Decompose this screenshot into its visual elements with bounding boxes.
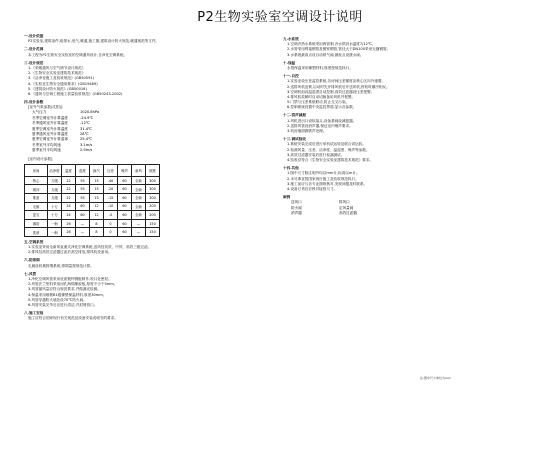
section-text: 1.实验室采用全新风直流式净化空调系统,送风经初效、中效、高效三级过滤。 xyxy=(28,245,152,250)
left-column xyxy=(24,34,274,322)
section-text: 2.水管采用焊接钢管及镀锌钢管,管径大于DN100采用无缝钢管。 xyxy=(287,47,391,52)
table-cell: 十万 xyxy=(48,202,62,211)
param-value: -12℃ xyxy=(80,121,90,126)
param-key: 冬季空调室外计算温度 xyxy=(32,115,68,120)
table-cell: 8 xyxy=(90,219,104,228)
table-row xyxy=(25,228,160,237)
section-heading: 五.空调系统 xyxy=(24,239,44,244)
table-heading: [室内设计参数] xyxy=(28,156,53,161)
spec-item: 4.《实验室生物安全通用要求》(GB19489) xyxy=(28,81,98,86)
section-text: 3.风管漏风量应符合规范要求,并做漏光检测。 xyxy=(28,287,101,292)
table-cell: 60 xyxy=(76,202,90,211)
table-cell: 26 xyxy=(62,228,76,237)
table-cell: 60 xyxy=(118,176,132,185)
section-text: 3.空调机组设温湿度自动控制,高效过滤器设压差报警。 xyxy=(287,89,375,94)
table-header-row xyxy=(25,164,160,176)
section-heading: 三.设计规范 xyxy=(24,60,44,65)
param-key: 夏季室外平均风速 xyxy=(32,148,61,153)
table-header-cell: 湿度 xyxy=(76,164,90,176)
table-header-cell: 噪声 xyxy=(118,164,132,176)
table-cell: 15 xyxy=(90,193,104,202)
table-cell: 60 xyxy=(118,193,132,202)
table-row xyxy=(25,193,160,202)
table-cell: 全新 xyxy=(132,202,146,211)
table-cell: 60 xyxy=(76,211,90,220)
table-cell: 万级 xyxy=(48,185,62,194)
section-text: 1.图中尺寸除注明外均以mm计,标高以m计。 xyxy=(287,171,360,176)
table-cell: 核心 xyxy=(25,176,48,185)
table-cell: 60 xyxy=(118,228,132,237)
table-row xyxy=(25,211,160,220)
table-cell: 淋浴 xyxy=(25,219,48,228)
table-cell: 一般 xyxy=(48,219,62,228)
section-text: 4.验收应符合《生物安全实验室建筑技术规范》要求。 xyxy=(287,157,374,162)
table-cell: 22 xyxy=(62,193,76,202)
section-text: 4.排风机故障时自动切换备用风机并报警。 xyxy=(287,94,356,99)
table-header-cell: 房间 xyxy=(25,164,48,176)
table-row xyxy=(25,202,160,211)
section-heading: 一.设计依据 xyxy=(24,34,44,38)
table-cell: 万级 xyxy=(48,176,62,185)
table-cell: 55 xyxy=(76,193,90,202)
section-text: 1.空调冷热水系统采用两管制,冷水供回水温度7/12℃。 xyxy=(287,42,376,47)
legend-item: 消声器 xyxy=(291,211,302,216)
table-cell: 15 xyxy=(90,176,104,185)
section-heading: 十三.调试验收 xyxy=(283,137,306,142)
spec-item: 3.《洁净室施工及验收规范》(GB50591) xyxy=(28,76,95,81)
section-text: 6.控制系统设置中央监控界面,显示各参数。 xyxy=(287,105,357,110)
spec-item: 5.《建筑设计防火规范》(GB50016) xyxy=(28,86,87,91)
param-key: 夏季通风室外计算温度 xyxy=(32,132,68,136)
param-key: 夏季空调室外计算温度 xyxy=(32,126,68,131)
table-header-cell: 换气 xyxy=(90,164,104,176)
section-text: 5.门禁与压差系统联动,防止交叉污染。 xyxy=(287,100,350,105)
table-cell: 60 xyxy=(118,202,132,211)
table-cell: — xyxy=(76,219,90,228)
section-text: 1.系统安装完成后进行单机试运转及联合试运转。 xyxy=(287,142,366,147)
spec-item: 2.《生物安全实验室建筑技术规范》 xyxy=(28,71,86,76)
section-text: 6.风管安装完毕后应进行清洁,并封堵管口。 xyxy=(28,302,98,307)
legend-item: 高效过滤器 xyxy=(339,211,357,216)
section-text: 2.检测风量、压差、洁净度、温湿度、噪声等参数。 xyxy=(287,147,370,152)
table-cell: — xyxy=(132,219,146,228)
section-text: 3.机房墙面做吸声处理。 xyxy=(287,129,327,133)
table-header-cell: 洁净度 xyxy=(48,164,62,176)
param-value: 3.1m/s xyxy=(80,142,93,147)
param-value: 31.4℃ xyxy=(80,126,93,131)
table-cell: 60 xyxy=(118,185,132,194)
section-text: 本工程为P2生物安全实验室的空调通风设计,含净化空调系统。 xyxy=(28,52,128,57)
table-cell: 55 xyxy=(76,185,90,194)
table-cell: 24 xyxy=(62,202,76,211)
param-key: 夏季空调室外计算湿球 xyxy=(32,137,68,142)
param-row xyxy=(24,148,274,153)
table-cell: -20 xyxy=(104,185,118,194)
table-cell: -15 xyxy=(104,193,118,202)
section-heading: 二.设计范围 xyxy=(24,47,44,52)
table-cell: 0 xyxy=(104,228,118,237)
legend-item: 送风口 xyxy=(291,200,302,205)
legend-item: 定风量阀 xyxy=(339,205,354,210)
table-cell: 0 xyxy=(104,219,118,228)
section-text: 2.未尽事宜按国家现行施工及验收规范执行。 xyxy=(287,176,359,181)
table-cell: 8 xyxy=(90,228,104,237)
section-text: 3.施工前应与各专业图纸核对,发现问题及时联系。 xyxy=(287,181,368,186)
table-cell: 60 xyxy=(118,211,132,220)
table-cell: 60 xyxy=(118,219,132,228)
section-text: 2.排风经高效过滤器过滤后高空排放,排风机设备用。 xyxy=(28,250,112,255)
table-cell: -10 xyxy=(104,202,118,211)
section-text: 1.风机进出口设软接头,设备基础设减振器。 xyxy=(287,118,357,123)
table-cell: 22 xyxy=(62,185,76,194)
table-cell: 300 xyxy=(146,193,160,202)
table-header-cell: 压差 xyxy=(104,164,118,176)
corner-note: 注:图中尺寸单位为mm xyxy=(420,376,451,380)
spec-item: 6.《通风与空调工程施工质量验收规范》(GB50243-2002) xyxy=(28,91,123,96)
table-cell: 更衣 xyxy=(25,211,48,220)
param-value: 2.9m/s xyxy=(80,148,93,153)
param-value: -24.9℃ xyxy=(80,115,94,120)
table-cell: 150 xyxy=(146,228,160,237)
table-cell: 十万 xyxy=(48,211,62,220)
section-text: 4.保温采用难燃B1级橡塑保温材料,厚度30mm。 xyxy=(28,292,107,297)
table-cell: 全新 xyxy=(132,176,146,185)
table-cell: -40 xyxy=(104,176,118,185)
legend-row xyxy=(283,211,533,216)
table-cell: 300 xyxy=(146,176,160,185)
section-text: 施工应符合国家现行有关规范及设备安装说明书的要求。 xyxy=(28,316,118,321)
section-heading: 十.保温 xyxy=(283,60,296,65)
table-cell: 全新 xyxy=(132,193,146,202)
table-cell: 12 xyxy=(90,211,104,220)
section-heading: 九.水系统 xyxy=(283,37,299,41)
table-cell: — xyxy=(132,228,146,237)
table-cell: 26 xyxy=(62,219,76,228)
table-row xyxy=(25,176,160,185)
section-text: 2.风管法兰垫料采用闭孔海绵橡胶板,厚度不小于5mm。 xyxy=(28,282,118,287)
section-text: 1.净化空调风管采用优质镀锌钢板制作,咬口处密封。 xyxy=(28,277,112,282)
table-cell: 55 xyxy=(76,176,90,185)
table-header-cell: 照度 xyxy=(146,164,160,176)
section-text: 1.实验室设压差监控系统,各房间压差梯度由核心区向外递增。 xyxy=(287,79,386,84)
section-text: 2.送排风管设消声器,保证室内噪声要求。 xyxy=(287,123,353,128)
section-heading: 十一.自控 xyxy=(283,74,299,79)
param-value: 1020.8hPa xyxy=(80,110,100,115)
table-header-cell: 温度 xyxy=(62,164,76,176)
section-heading: 十二.消声减振 xyxy=(283,113,306,118)
section-text: 4.设备订货后应核对接管尺寸。 xyxy=(287,186,338,191)
table-row xyxy=(25,219,160,228)
section-text: 2.送排风机连锁,启动时先开排风机后开送风机,停机时顺序相反。 xyxy=(287,84,390,89)
table-cell: 150 xyxy=(146,219,160,228)
table-cell: 缓冲 xyxy=(25,185,48,194)
table-cell: 万级 xyxy=(48,193,62,202)
page-title: P2生物实验室空调设计说明 xyxy=(197,10,363,25)
legend-heading: 图例 xyxy=(283,195,291,200)
table-cell: 走廊 xyxy=(25,202,48,211)
section-text: 3.高效过滤器安装后进行检漏测试。 xyxy=(287,152,345,157)
spec-item: 1.《采暖通风与空气调节设计规范》 xyxy=(28,65,86,70)
section-heading: 四.设计参数 xyxy=(24,100,44,105)
param-key: 冬季室外平均风速 xyxy=(32,142,61,147)
table-cell: 24 xyxy=(62,211,76,220)
table-cell: 全新 xyxy=(132,211,146,220)
params-heading: [室外气象参数(沈阳)] xyxy=(28,105,63,110)
table-row xyxy=(25,185,160,194)
section-heading: 六.防排烟 xyxy=(24,258,40,263)
section-text: 5.风管穿越防火墙处设70℃防火阀。 xyxy=(28,297,87,302)
table-header-cell: 新风 xyxy=(132,164,146,176)
room-param-table xyxy=(24,164,160,237)
table-cell: 准备 xyxy=(25,193,48,202)
param-value: 28℃ xyxy=(80,132,89,136)
param-key: 冬季通风室外计算温度 xyxy=(32,121,68,126)
param-key: 大气压力 xyxy=(32,110,47,115)
table-cell: -5 xyxy=(104,211,118,220)
section-text: 3.水系统最高点设自动排气阀,最低点设泄水阀。 xyxy=(287,52,364,57)
table-cell: 22 xyxy=(62,176,76,185)
param-value: 25.4℃ xyxy=(80,137,93,142)
table-cell: 全新 xyxy=(132,185,146,194)
table-cell: 300 xyxy=(146,185,160,194)
section-text: 水管保温采用橡塑材料,厚度按规范执行。 xyxy=(287,65,353,70)
table-cell: 12 xyxy=(90,202,104,211)
table-cell: 一般 xyxy=(48,228,62,237)
table-cell: 15 xyxy=(90,185,104,194)
table-cell: — xyxy=(76,228,90,237)
section-heading: 八.施工安装 xyxy=(24,311,44,316)
legend-item: 排风口 xyxy=(339,200,350,205)
legend-item: 防火阀 xyxy=(291,205,302,210)
table-cell: 洗消 xyxy=(25,228,48,237)
table-cell: 200 xyxy=(146,202,160,211)
section-heading: 十四.其他 xyxy=(283,166,299,171)
section-text: P2实验室,建筑条件,给排水,电气,暖通,施工图,建筑设计防火规范,暖通规范等文件。 xyxy=(28,39,160,44)
table-cell: 200 xyxy=(146,211,160,220)
section-heading: 七.风管 xyxy=(24,271,37,276)
right-column xyxy=(283,34,533,216)
section-text: 走廊设机械排烟系统,排烟量按规范计算。 xyxy=(28,263,94,268)
